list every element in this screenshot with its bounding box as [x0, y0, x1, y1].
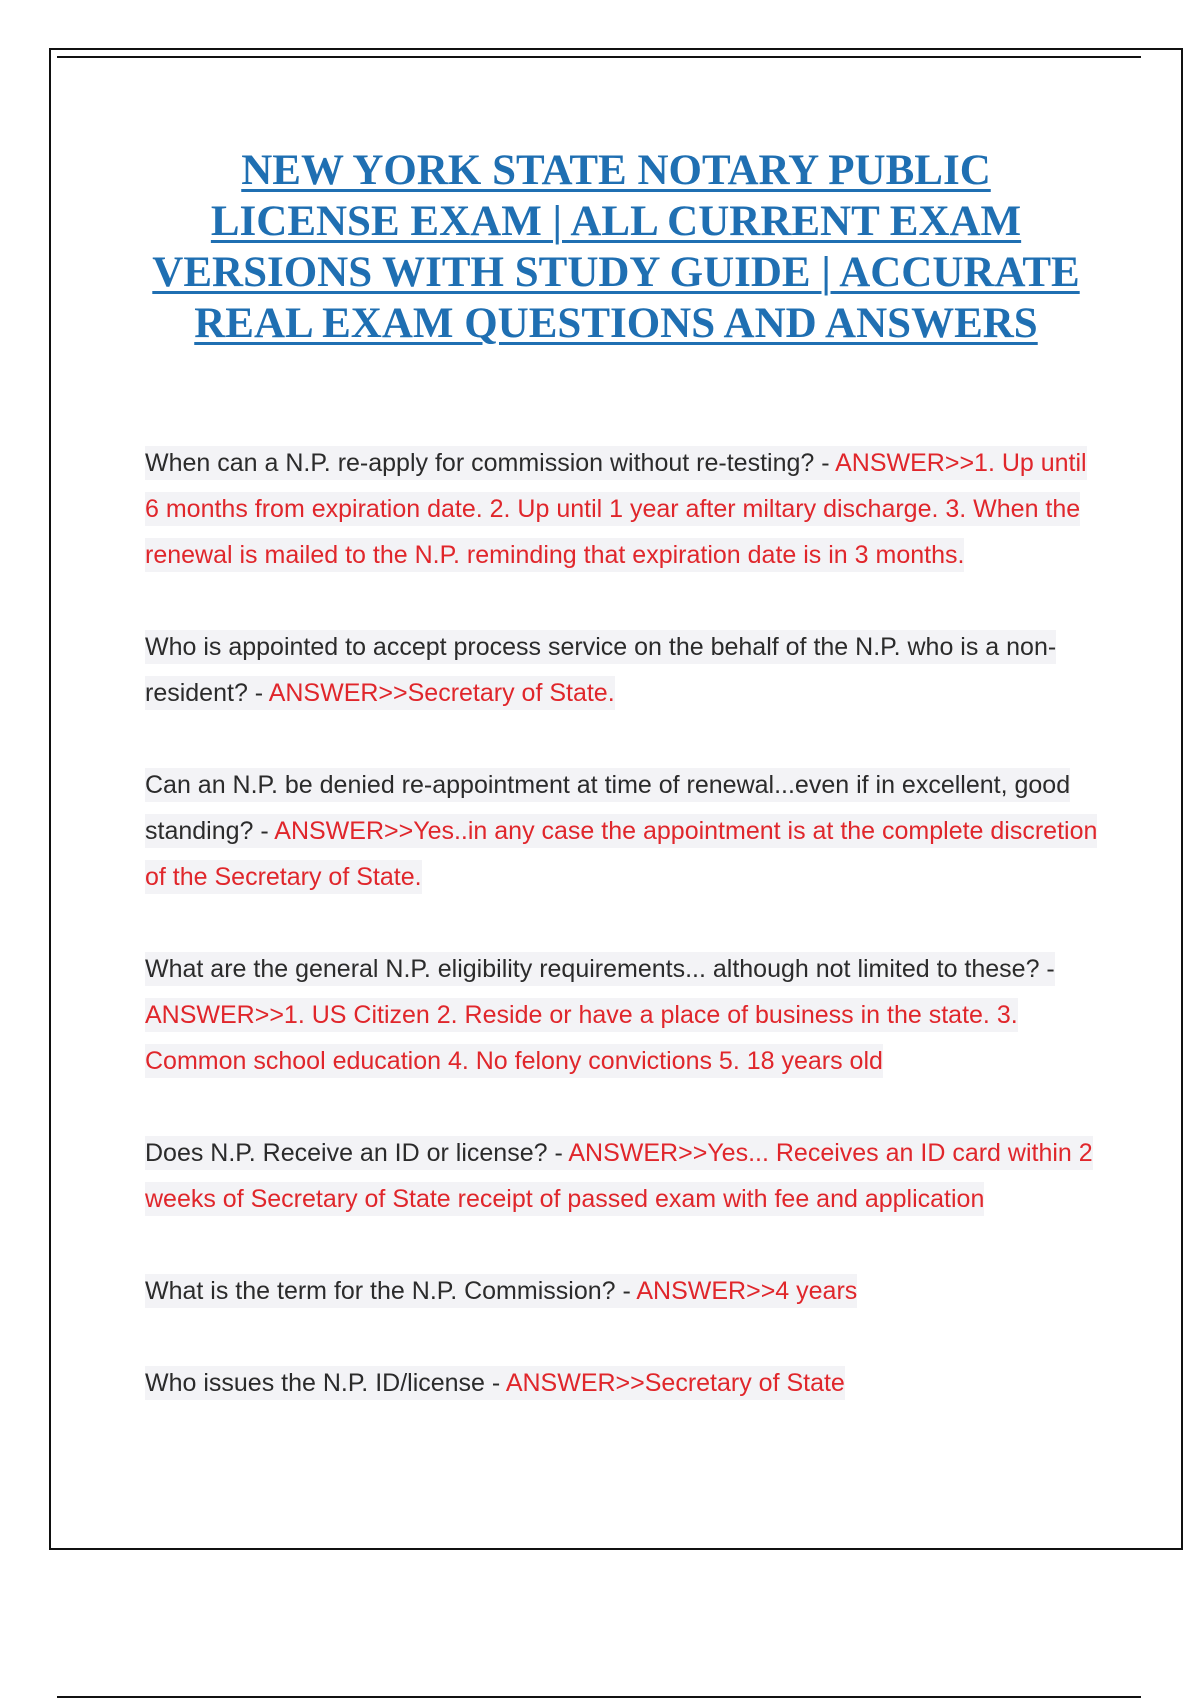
answer-text: ANSWER>>Yes... Receives an ID card within 2 weeks of Secretary of State receipt of passed exam with fee and application [145, 1139, 1093, 1213]
answer-text: ANSWER>>Yes..in any case the appointment is at the complete discretion of the Secretary of State. [145, 817, 1098, 891]
header-rule [57, 56, 1141, 58]
qa-item [145, 440, 1100, 578]
qa-item [145, 1130, 1100, 1222]
qa-item [145, 1360, 1100, 1406]
question-text: What is the term for the N.P. Commission? - [145, 1277, 637, 1305]
question-text: What are the general N.P. eligibility requirements... although not limited to these? - [145, 955, 1055, 983]
answer-text: ANSWER>>4 years [636, 1277, 858, 1305]
qa-item [145, 624, 1100, 716]
footer-rule [57, 1696, 1141, 1698]
answer-text: ANSWER>>Secretary of State [505, 1369, 845, 1397]
question-text: Does N.P. Receive an ID or license? - [145, 1139, 569, 1167]
question-text: Can an N.P. be denied re-appointment at time of renewal...even if in excellent, good standing? - [145, 771, 1071, 845]
question-text: Who issues the N.P. ID/license - [145, 1369, 506, 1397]
qa-item [145, 762, 1100, 900]
answer-text: ANSWER>>1. Up until 6 months from expiration date. 2. Up until 1 year after miltary discharge. 3. When the renewal is mailed to the N.P. reminding that expiration date is in 3 months. [145, 449, 1087, 569]
question-text: When can a N.P. re-apply for commission without re-testing? - [145, 449, 836, 477]
answer-text: ANSWER>>1. US Citizen 2. Reside or have a place of business in the state. 3. Common school education 4. No felony convictions 5. 18 years old [145, 1001, 1018, 1075]
qa-list [145, 440, 1100, 1452]
qa-item [145, 946, 1100, 1084]
qa-item [145, 1268, 1100, 1314]
question-text: Who is appointed to accept process service on the behalf of the N.P. who is a non- resident? - [145, 633, 1057, 707]
answer-text: ANSWER>>Secretary of State. [268, 679, 615, 707]
document-title: NEW YORK STATE NOTARY PUBLIC LICENSE EXAM | ALL CURRENT EXAM VERSIONS WITH STUDY GUIDE | ACCURATE REAL EXAM QUESTIONS AND ANSWERS [152, 147, 1080, 347]
